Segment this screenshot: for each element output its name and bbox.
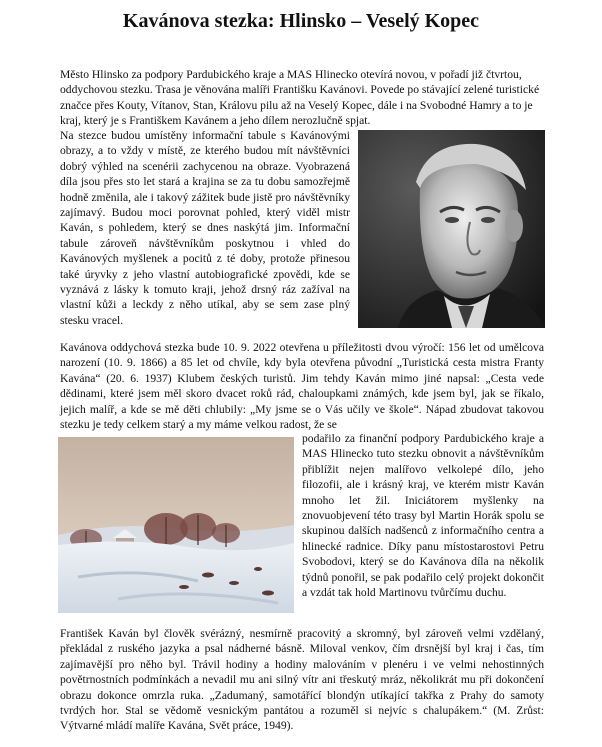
opening-paragraph: Kavánova oddychová stezka bude 10. 9. 2022 otevřena u příležitosti dvou výročí: 156 let od umělcova narození (10. 9. 1866) a 85 let od chvíle, kdy byla otevřena původní „Turistická cesta mistra Franty Kavána“ (20. 6. 1937) Klubem českých turistů. Jim tehdy Kaván mimo jiné napsal: „Cesta vede dědinami, které jsem měl skoro dvacet roků rád, chaloupkami známých, kde jsem byl, jak se říkalo, jejich malíř, a kde se mě děti chlubily: „My jsme se o Vás učily ve škole“. Nápad zbudovat takovou stezku je tedy celkem starý a my máme velkou radost, že se (60, 341, 544, 432)
intro-paragraph: Město Hlinsko za podpory Pardubického kraje a MAS Hlinecko otevírá novou, v pořadí již čtvrtou, oddychovou stezku. Trasa je věnována malíři Františku Kavánovi. Povede po stávající zelené turistické značce přes Kouty, Vítanov, Stan, Královu pilu až na Veselý Kopec, dále i na Svobodné Hamry a to je kraj, který je s Františkem Kavánem a jeho dílem nerozlučně spjat. (60, 68, 540, 128)
kavan-portrait-photo (358, 130, 545, 328)
page-title: Kavánova stezka: Hlinsko – Veselý Kopec (122, 10, 480, 32)
winter-landscape-painting (58, 437, 294, 613)
tables-paragraph: Na stezce budou umístěny informační tabule s Kavánovými obrazy, a to vždy v místě, ze kterého budou mít návštěvníci dobrý výhled na scenérii zachycenou na obraze. Vyobrazená díla jsou přes sto let stará a krajina se za tu dobu samozřejmě hodně změnila, ale i takový zážitek bude jistě pro návštěvníky zajímavý. Budou moci porovnat pohled, který viděl mistr Kaván, s pohledem, který se dnes naskýtá jim. Informační tabule zároveň návštěvníkům poskytnou i vhled do Kavánových myšlenek a pocitů z té doby, protože přinesou také úryvky z jeho vlastní autobiografické zpovědi, kde se vyznává z lásky k tomuto kraji, jehož drsný ráz zažíval na vlastní kůži a leckdy z něho utíkal, aby se sem zase plný stesku vracel. (60, 129, 350, 327)
opening-continued-paragraph: podařilo za finanční podpory Pardubického kraje a MAS Hlinecko tuto stezku obnovit a návštěvníkům přiblížit nejen malířovo velkolepé dílo, jeho filozofii, ale i krásný kraj, ve kterém mistr Kaván mnoho let žil. Iniciátorem myšlenky na znovuobjevení této trasy byl Martin Horák spolu se skupinou dalších nadšenců z informačního centra a hlinecké radnice. Díky panu místostarostovi Petru Svobodovi, který se do Kavánova díla na několik týdnů ponořil, se pak podařilo celý projekt dokončit a vzdát tak hold Martinovu tvůrčímu duchu. (302, 432, 544, 600)
biography-paragraph: František Kaván byl člověk svérázný, nesmírně pracovitý a skromný, byl zároveň velmi vzdělaný, překládal z ruského jazyka a psal nádherné básně. Miloval venkov, čím drsnější byl kraj i čas, tím zajímavější pro něho byl. Trávil hodiny a hodiny malováním v plenéru i ve velmi nehostinných povětrnostních podmínkách a nevadil mu ani silný vítr ani třeskutý mráz, několikrát mu při dokončení obrazu dokonce omrzla ruka. „Zadumaný, samotářící blondýn utíkající takřka z Prahy do samoty tvrdých hor. Stal se vědomě vesnickým pantátou a rozuměl si nejvíc s chalupákem.“ (M. Zrůst: Výtvarné mládí malíře Kavána, Svět práce, 1949). (60, 627, 544, 733)
